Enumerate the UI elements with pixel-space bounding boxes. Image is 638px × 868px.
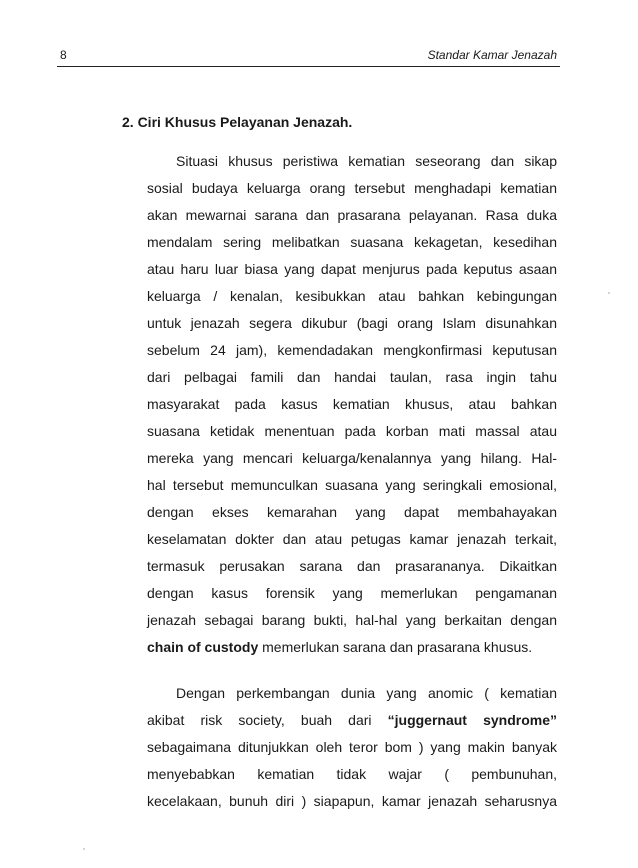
page-number: 8 bbox=[60, 48, 67, 62]
paragraph-line: termasuk perusakan sarana dan prasarananya. Dikaitkan bbox=[147, 558, 557, 574]
running-title: Standar Kamar Jenazah bbox=[427, 48, 557, 62]
section-heading: 2. Ciri Khusus Pelayanan Jenazah. bbox=[122, 114, 353, 130]
paragraph-line bbox=[147, 710, 557, 730]
paragraph-line: dengan ekses kemarahan yang dapat membahayakan bbox=[147, 504, 557, 520]
paragraph-line-rest: memerlukan sarana dan prasarana khusus. bbox=[258, 639, 533, 655]
paragraph-line: sebagaimana ditunjukkan oleh teror bom ) yang makin banyak bbox=[147, 739, 557, 755]
scan-speck bbox=[608, 292, 610, 294]
paragraph-line: Dengan perkembangan dunia yang anomic ( kematian bbox=[176, 685, 557, 701]
paragraph-line: suasana ketidak menentuan pada korban mati massal atau bbox=[147, 423, 557, 439]
chain-of-custody-term: chain of custody bbox=[147, 639, 259, 655]
paragraph-line: keselamatan dokter dan atau petugas kamar jenazah terkait, bbox=[147, 531, 557, 547]
paragraph-line: dari pelbagai famili dan handai taulan, rasa ingin tahu bbox=[147, 369, 557, 385]
juggernaut-syndrome-term: “juggernaut syndrome” bbox=[387, 712, 557, 728]
paragraph-line: Situasi khusus peristiwa kematian seseorang dan sikap bbox=[176, 153, 557, 169]
scan-speck bbox=[83, 848, 85, 850]
paragraph-line: masyarakat pada kasus kematian khusus, atau bahkan bbox=[147, 396, 557, 412]
paragraph-line bbox=[147, 637, 557, 657]
paragraph-line: keluarga / kenalan, kesibukkan atau bahkan kebingungan bbox=[147, 288, 557, 304]
paragraph-line: hal tersebut memunculkan suasana yang seringkali emosional, bbox=[147, 477, 557, 493]
paragraph-line: sosial budaya keluarga orang tersebut menghadapi kematian bbox=[147, 180, 557, 196]
paragraph-line: mereka yang mencari keluarga/kenalannya yang hilang. Hal- bbox=[147, 450, 557, 466]
paragraph-line: atau haru luar biasa yang dapat menjurus pada keputus asaan bbox=[147, 261, 557, 277]
paragraph-line: menyebabkan kematian tidak wajar ( pembunuhan, bbox=[147, 766, 557, 782]
paragraph-line: kecelakaan, bunuh diri ) siapapun, kamar jenazah seharusnya bbox=[147, 793, 557, 809]
paragraph-line: akan mewarnai sarana dan prasarana pelayanan. Rasa duka bbox=[147, 207, 557, 223]
paragraph-line: mendalam sering melibatkan suasana kekagetan, kesedihan bbox=[147, 234, 557, 250]
paragraph-line: untuk jenazah segera dikubur (bagi orang Islam disunahkan bbox=[147, 315, 557, 331]
paragraph-line: sebelum 24 jam), kemendadakan mengkonfirmasi keputusan bbox=[147, 342, 557, 358]
paragraph-line: jenazah sebagai barang bukti, hal-hal yang berkaitan dengan bbox=[147, 612, 557, 628]
paragraph-line: dengan kasus forensik yang memerlukan pengamanan bbox=[147, 585, 557, 601]
paragraph-line-start: akibat risk society, buah dari bbox=[147, 712, 388, 728]
running-header bbox=[57, 44, 560, 67]
